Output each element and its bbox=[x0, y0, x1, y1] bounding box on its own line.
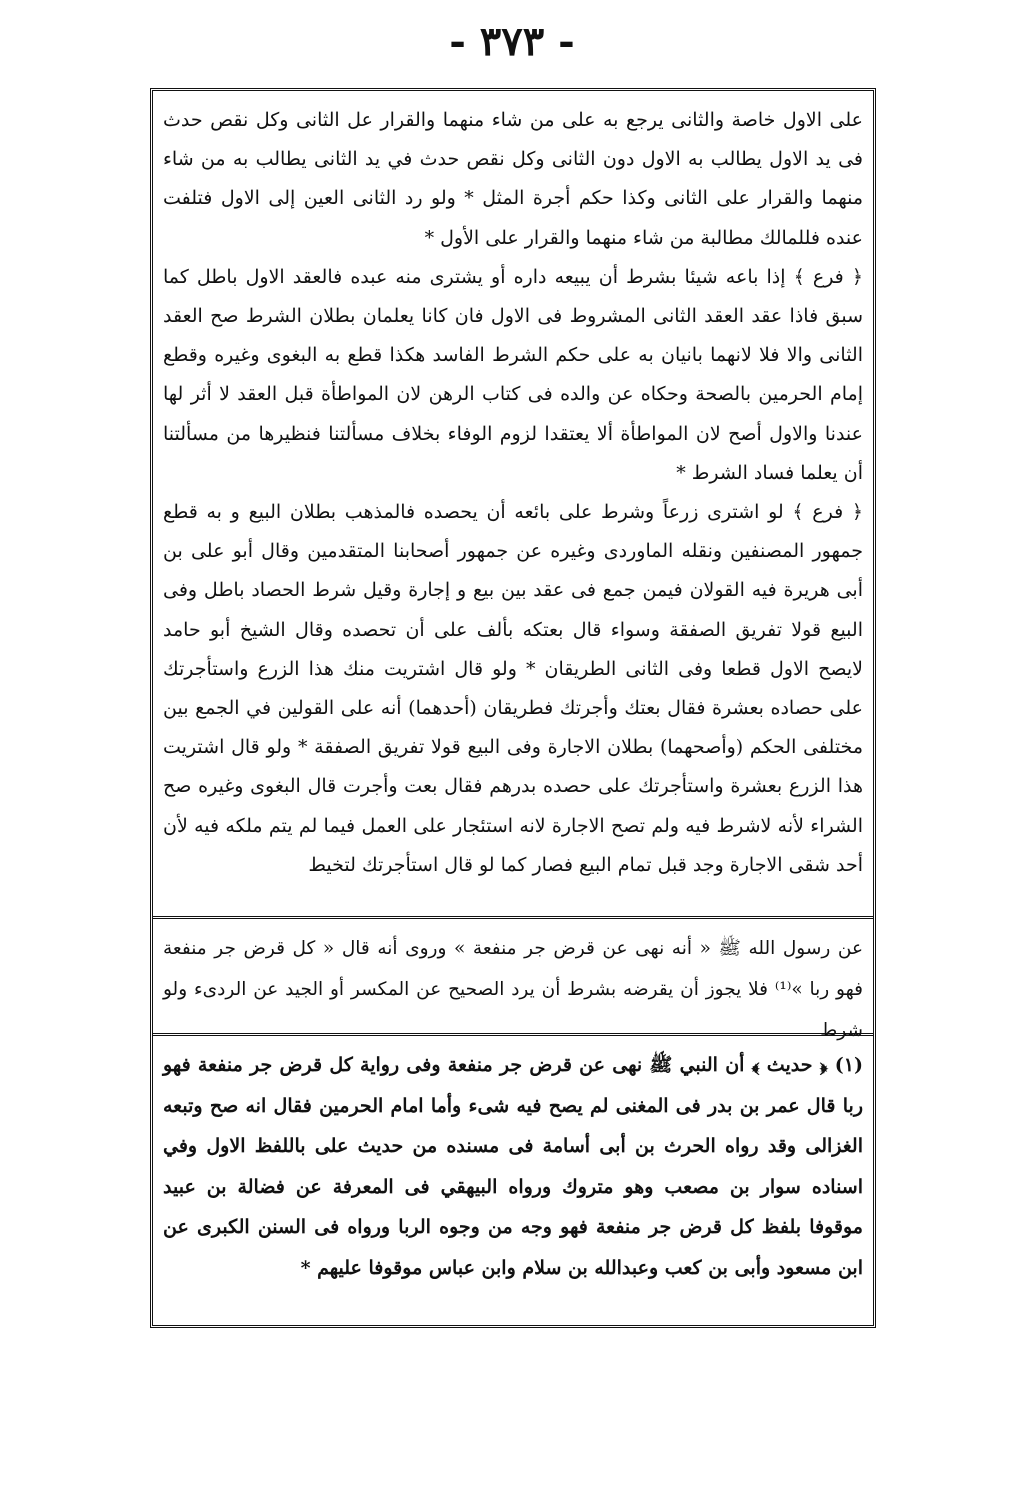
section-divider bbox=[153, 916, 873, 919]
footnote-paragraph: (١) ﴿ حديث ﴾ أن النبي ﷺ نهى عن قرض جر منفعة وفى رواية كل قرض جر منفعة فهو ربا قال عمر بن بدر فى المغنى لم يصح فيه شىء وأما امام الحرمين فقال انه صح وتبعه الغزالى وقد رواه الحرث بن أبى أسامة فى مسنده من حديث على باللفظ الاول وفي اسناده سوار بن مصعب وهو متروك ورواه البيهقي فى المعرفة عن فضالة بن عبيد موقوفا بلفظ كل قرض جر منفعة فهو وجه من وجوه الربا ورواه فى السنن الكبرى عن ابن مسعود وأبى بن كعب وعبدالله بن سلام وابن عباس موقوفا عليهم * bbox=[163, 1054, 863, 1279]
page-frame bbox=[150, 88, 876, 1328]
main-paragraph: ﴿ فرع ﴾ لو اشترى زرعاً وشرط على بائعه أن يحصده فالمذهب بطلان البيع و به قطع جمهور المصنفين ونقله الماوردى وغيره عن جمهور أصحابنا المتقدمين وقال أبو على بن أبى هريرة فيه القولان فيمن جمع فى عقد بين بيع و إجارة وقيل شرط الحصاد باطل وفى البيع قولا تفريق الصفقة وسواء قال بعتكه بألف على أن تحصده وقال الشيخ أبو حامد لايصح الاول قطعا وفى الثانى الطريقان * ولو قال اشتريت منك هذا الزرع واستأجرتك على حصاده بعشرة فقال بعتك وأجرتك فطريقان (أحدهما) أنه على القولين في الجمع بين مختلفى الحكم (وأصحهما) بطلان الاجارة وفى البيع قولا تفريق الصفقة * ولو قال اشتريت هذا الزرع بعشرة واستأجرتك على حصده بدرهم فقال بعت وأجرت قال البغوى وغيره صح الشراء لأنه لاشرط فيه ولم تصح الاجارة لانه استئجار على العمل فيما لم يتم ملكه فيه لأن أحد شقى الاجارة وجد قبل تمام البيع فصار كما لو قال استأجرتك لتخيط bbox=[163, 501, 863, 876]
main-paragraph: على الاول خاصة والثانى يرجع به على من شاء منهما والقرار عل الثانى وكل نقص حدث فى يد الاول يطالب به الاول دون الثانى وكل نقص حدث في يد الثانى يطالب به من شاء منهما والقرار على الثانى وكذا حكم أجرة المثل * ولو رد الثانى العين إلى الاول فتلفت عنده فللمالك مطالبة من شاء منهما والقرار على الأول * bbox=[163, 109, 863, 249]
commentary-text-block bbox=[163, 928, 863, 1041]
page-number: - ٣٧٣ - bbox=[449, 18, 575, 65]
footnote-divider bbox=[153, 1033, 873, 1036]
main-text-block bbox=[163, 101, 863, 906]
main-paragraph: ﴿ فرع ﴾ إذا باعه شيئا بشرط أن يبيعه داره أو يشترى منه عبده فالعقد الاول باطل كما سبق فاذا عقد العقد الثانى المشروط فى الاول فان كانا يعلمان بطلان الشرط صح العقد الثانى والا فلا لانهما بانيان به على حكم الشرط الفاسد هكذا قطع به البغوى وغيره وقطع إمام الحرمين بالصحة وحكاه عن والده فى كتاب الرهن لان المواطأة قبل العقد لا أثر لها عندنا والاول أصح لان المواطأة ألا يعتقدا لزوم الوفاء بخلاف مسألتنا فنظيرها من مسألتنا أن يعلما فساد الشرط * bbox=[163, 265, 863, 484]
footnote-block bbox=[163, 1045, 863, 1323]
commentary-paragraph: عن رسول الله ﷺ « أنه نهى عن قرض جر منفعة » وروى أنه قال « كل قرض جر منفعة فهو ربا »⁽¹⁾ فلا يجوز أن يقرضه بشرط أن يرد الصحيح عن المكسر أو الجيد عن الردىء ولو شرط bbox=[163, 938, 863, 1041]
